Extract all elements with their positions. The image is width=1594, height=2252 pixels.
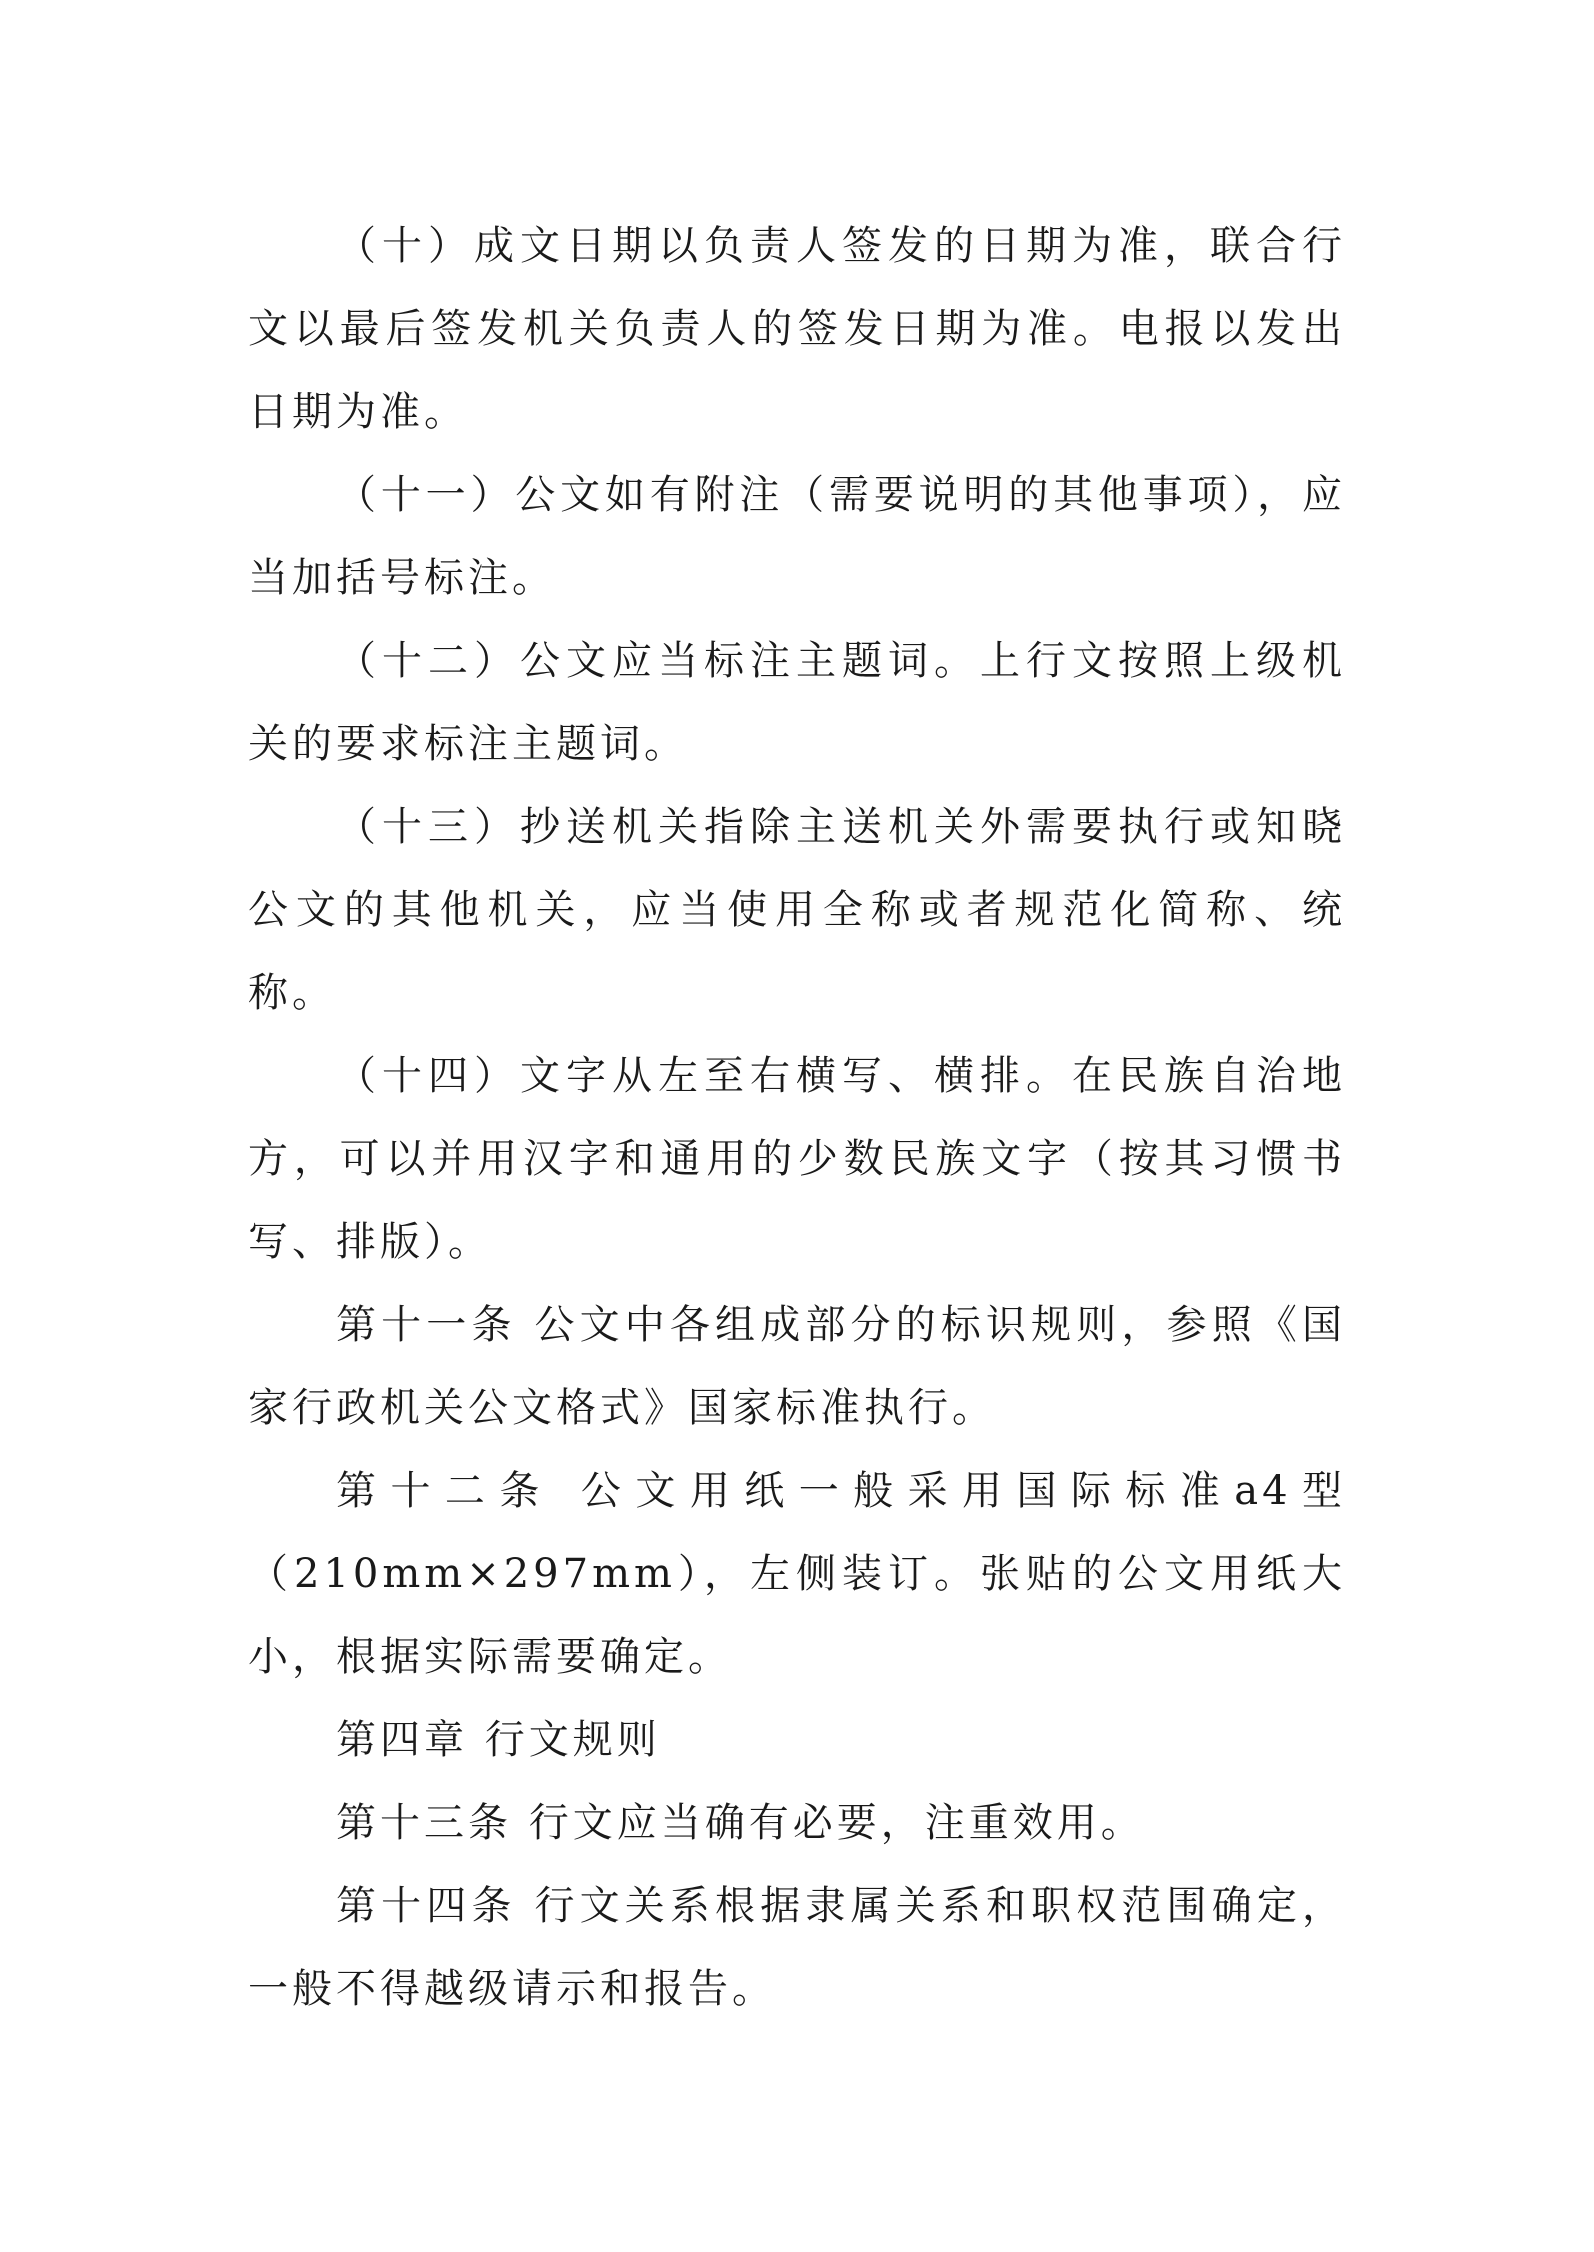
paragraph-article-14: 第十四条 行文关系根据隶属关系和职权范围确定，一般不得越级请示和报告。 — [248, 1883, 1346, 2012]
paragraph-article-13: 第十三条 行文应当确有必要，注重效用。 — [336, 1800, 1145, 1846]
paragraph-item-10: （十）成文日期以负责人签发的日期为准，联合行文以最后签发机关负责人的签发日期为准。电报以发出日期为准。 — [248, 223, 1346, 435]
document-body — [248, 205, 1346, 2031]
paragraph-article-11: 第十一条 公文中各组成部分的标识规则，参照《国家行政机关公文格式》国家标准执行。 — [248, 1302, 1346, 1431]
paragraph-item-12: （十二）公文应当标注主题词。上行文按照上级机关的要求标注主题词。 — [248, 638, 1346, 767]
chapter-heading: 第四章 行文规则 — [336, 1717, 661, 1763]
paragraph-item-14: （十四）文字从左至右横写、横排。在民族自治地方，可以并用汉字和通用的少数民族文字（按其习惯书写、排版）。 — [248, 1053, 1346, 1265]
paragraph-article-12: 第十二条 公文用纸一般采用国际标准a4型（210mm×297mm），左侧装订。张贴的公文用纸大小，根据实际需要确定。 — [248, 1468, 1346, 1680]
paragraph-item-13: （十三）抄送机关指除主送机关外需要执行或知晓公文的其他机关，应当使用全称或者规范化简称、统称。 — [248, 804, 1346, 1016]
paragraph-item-11: （十一）公文如有附注（需要说明的其他事项），应当加括号标注。 — [248, 472, 1346, 601]
